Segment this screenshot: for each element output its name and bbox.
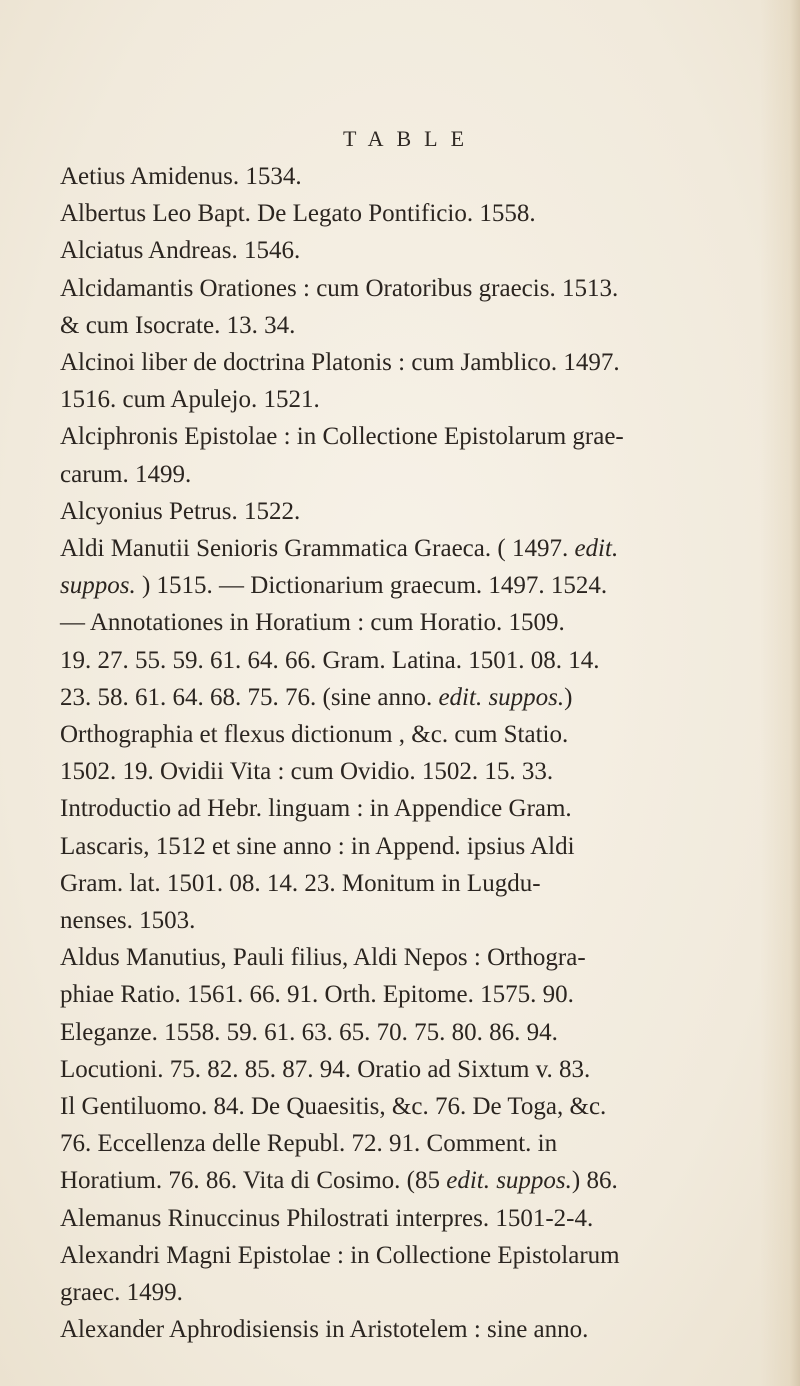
entry-line: [60, 567, 740, 604]
entry-line: [60, 865, 740, 902]
entry-text: Alciphronis Epistolae : in Collectione Epistolarum grae-: [60, 423, 624, 451]
index-entry: [60, 530, 740, 939]
entry-text: Alcinoi liber de doctrina Platonis : cum Jamblico. 1497.: [60, 349, 620, 377]
entry-text: 19. 27. 55. 59. 61. 64. 66. Gram. Latina. 1501. 08. 14.: [60, 646, 600, 674]
entry-line: [60, 344, 740, 381]
entry-line: [60, 679, 740, 716]
entry-line: [60, 493, 740, 530]
entry-text: ): [564, 683, 573, 711]
index-entry: [60, 195, 740, 232]
entry-line: [60, 790, 740, 827]
index-entry: [60, 158, 740, 195]
index-entry: [60, 939, 740, 1199]
index-entries: [60, 158, 740, 1349]
entry-line: [60, 976, 740, 1013]
entry-text: Albertus Leo Bapt. De Legato Pontificio. 1558.: [60, 200, 536, 228]
entry-text: Alcidamantis Orationes : cum Oratoribus graecis. 1513.: [60, 274, 619, 302]
entry-line: [60, 716, 740, 753]
entry-text: Gram. lat. 1501. 08. 14. 23. Monitum in Lugdu-: [60, 869, 541, 897]
entry-text: — Annotationes in Horatium : cum Horatio. 1509.: [60, 609, 565, 637]
entry-text: Il Gentiluomo. 84. De Quaesitis, &c. 76. De Toga, &c.: [60, 1093, 607, 1121]
entry-line: [60, 1311, 740, 1348]
entry-text: 23. 58. 61. 64. 68. 75. 76. (sine anno.: [60, 683, 439, 711]
entry-line: [60, 158, 740, 195]
entry-text: Aldi Manutii Senioris Grammatica Graeca. ( 1497.: [60, 535, 575, 563]
entry-text: graec. 1499.: [60, 1279, 183, 1307]
index-entry: [60, 418, 740, 492]
entry-text: Alcyonius Petrus. 1522.: [60, 497, 301, 525]
entry-line: [60, 195, 740, 232]
entry-text: 76. Eccellenza delle Republ. 72. 91. Comment. in: [60, 1130, 558, 1158]
entry-text: 1516. cum Apulejo. 1521.: [60, 386, 320, 414]
entry-text: Alemanus Rinuccinus Philostrati interpres. 1501-2-4.: [60, 1204, 594, 1232]
entry-text: Horatium. 76. 86. Vita di Cosimo. (85: [60, 1167, 447, 1195]
entry-text: Alexander Aphrodisiensis in Aristotelem : sine anno.: [60, 1316, 589, 1344]
entry-line: [60, 642, 740, 679]
entry-text: carum. 1499.: [60, 460, 192, 488]
entry-text: Locutioni. 75. 82. 85. 87. 94. Oratio ad Sixtum v. 83.: [60, 1055, 591, 1083]
entry-text: Lascaris, 1512 et sine anno : in Append. ipsius Aldi: [60, 832, 575, 860]
entry-line: [60, 307, 740, 344]
entry-text: nenses. 1503.: [60, 907, 196, 935]
entry-line: [60, 604, 740, 641]
italic-text: edit. suppos.: [446, 1167, 572, 1195]
entry-line: [60, 270, 740, 307]
entry-text: Aldus Manutius, Pauli filius, Aldi Nepos : Orthogra-: [60, 944, 586, 972]
index-entry: [60, 1311, 740, 1348]
entry-text: Eleganze. 1558. 59. 61. 63. 65. 70. 75. 80. 86. 94.: [60, 1018, 558, 1046]
entry-line: [60, 1088, 740, 1125]
index-entry: [60, 1237, 740, 1311]
entry-text: phiae Ratio. 1561. 66. 91. Orth. Epitome. 1575. 90.: [60, 981, 574, 1009]
italic-text: edit.: [574, 535, 619, 563]
entry-line: [60, 939, 740, 976]
entry-line: [60, 1274, 740, 1311]
italic-text: suppos.: [60, 572, 136, 600]
entry-text: & cum Isocrate. 13. 34.: [60, 311, 296, 339]
entry-text: Orthographia et flexus dictionum , &c. cum Statio.: [60, 721, 569, 749]
entry-text: ) 1515. — Dictionarium graecum. 1497. 1524.: [135, 572, 608, 600]
entry-line: [60, 381, 740, 418]
entry-line: [60, 828, 740, 865]
index-entry: [60, 344, 740, 418]
entry-text: Alciatus Andreas. 1546.: [60, 237, 301, 265]
index-entry: [60, 270, 740, 344]
page-heading: TABLE: [342, 126, 478, 151]
entry-line: [60, 1237, 740, 1274]
entry-line: [60, 456, 740, 493]
entry-line: [60, 530, 740, 567]
index-entry: [60, 1200, 740, 1237]
entry-text: 1502. 19. Ovidii Vita : cum Ovidio. 1502. 15. 33.: [60, 758, 554, 786]
entry-text: Introductio ad Hebr. linguam : in Appendice Gram.: [60, 795, 572, 823]
entry-line: [60, 902, 740, 939]
italic-text: edit. suppos.: [438, 683, 565, 711]
entry-text: Alexandri Magni Epistolae : in Collectione Epistolarum: [60, 1241, 620, 1269]
entry-line: [60, 1125, 740, 1162]
entry-line: [60, 1162, 740, 1199]
entry-text: ) 86.: [571, 1167, 618, 1195]
entry-line: [60, 1200, 740, 1237]
entry-line: [60, 418, 740, 455]
entry-text: Aetius Amidenus. 1534.: [60, 163, 302, 190]
entry-line: [60, 1014, 740, 1051]
index-entry: [60, 232, 740, 269]
index-entry: [60, 493, 740, 530]
entry-line: [60, 753, 740, 790]
entry-line: [60, 1051, 740, 1088]
entry-line: [60, 232, 740, 269]
